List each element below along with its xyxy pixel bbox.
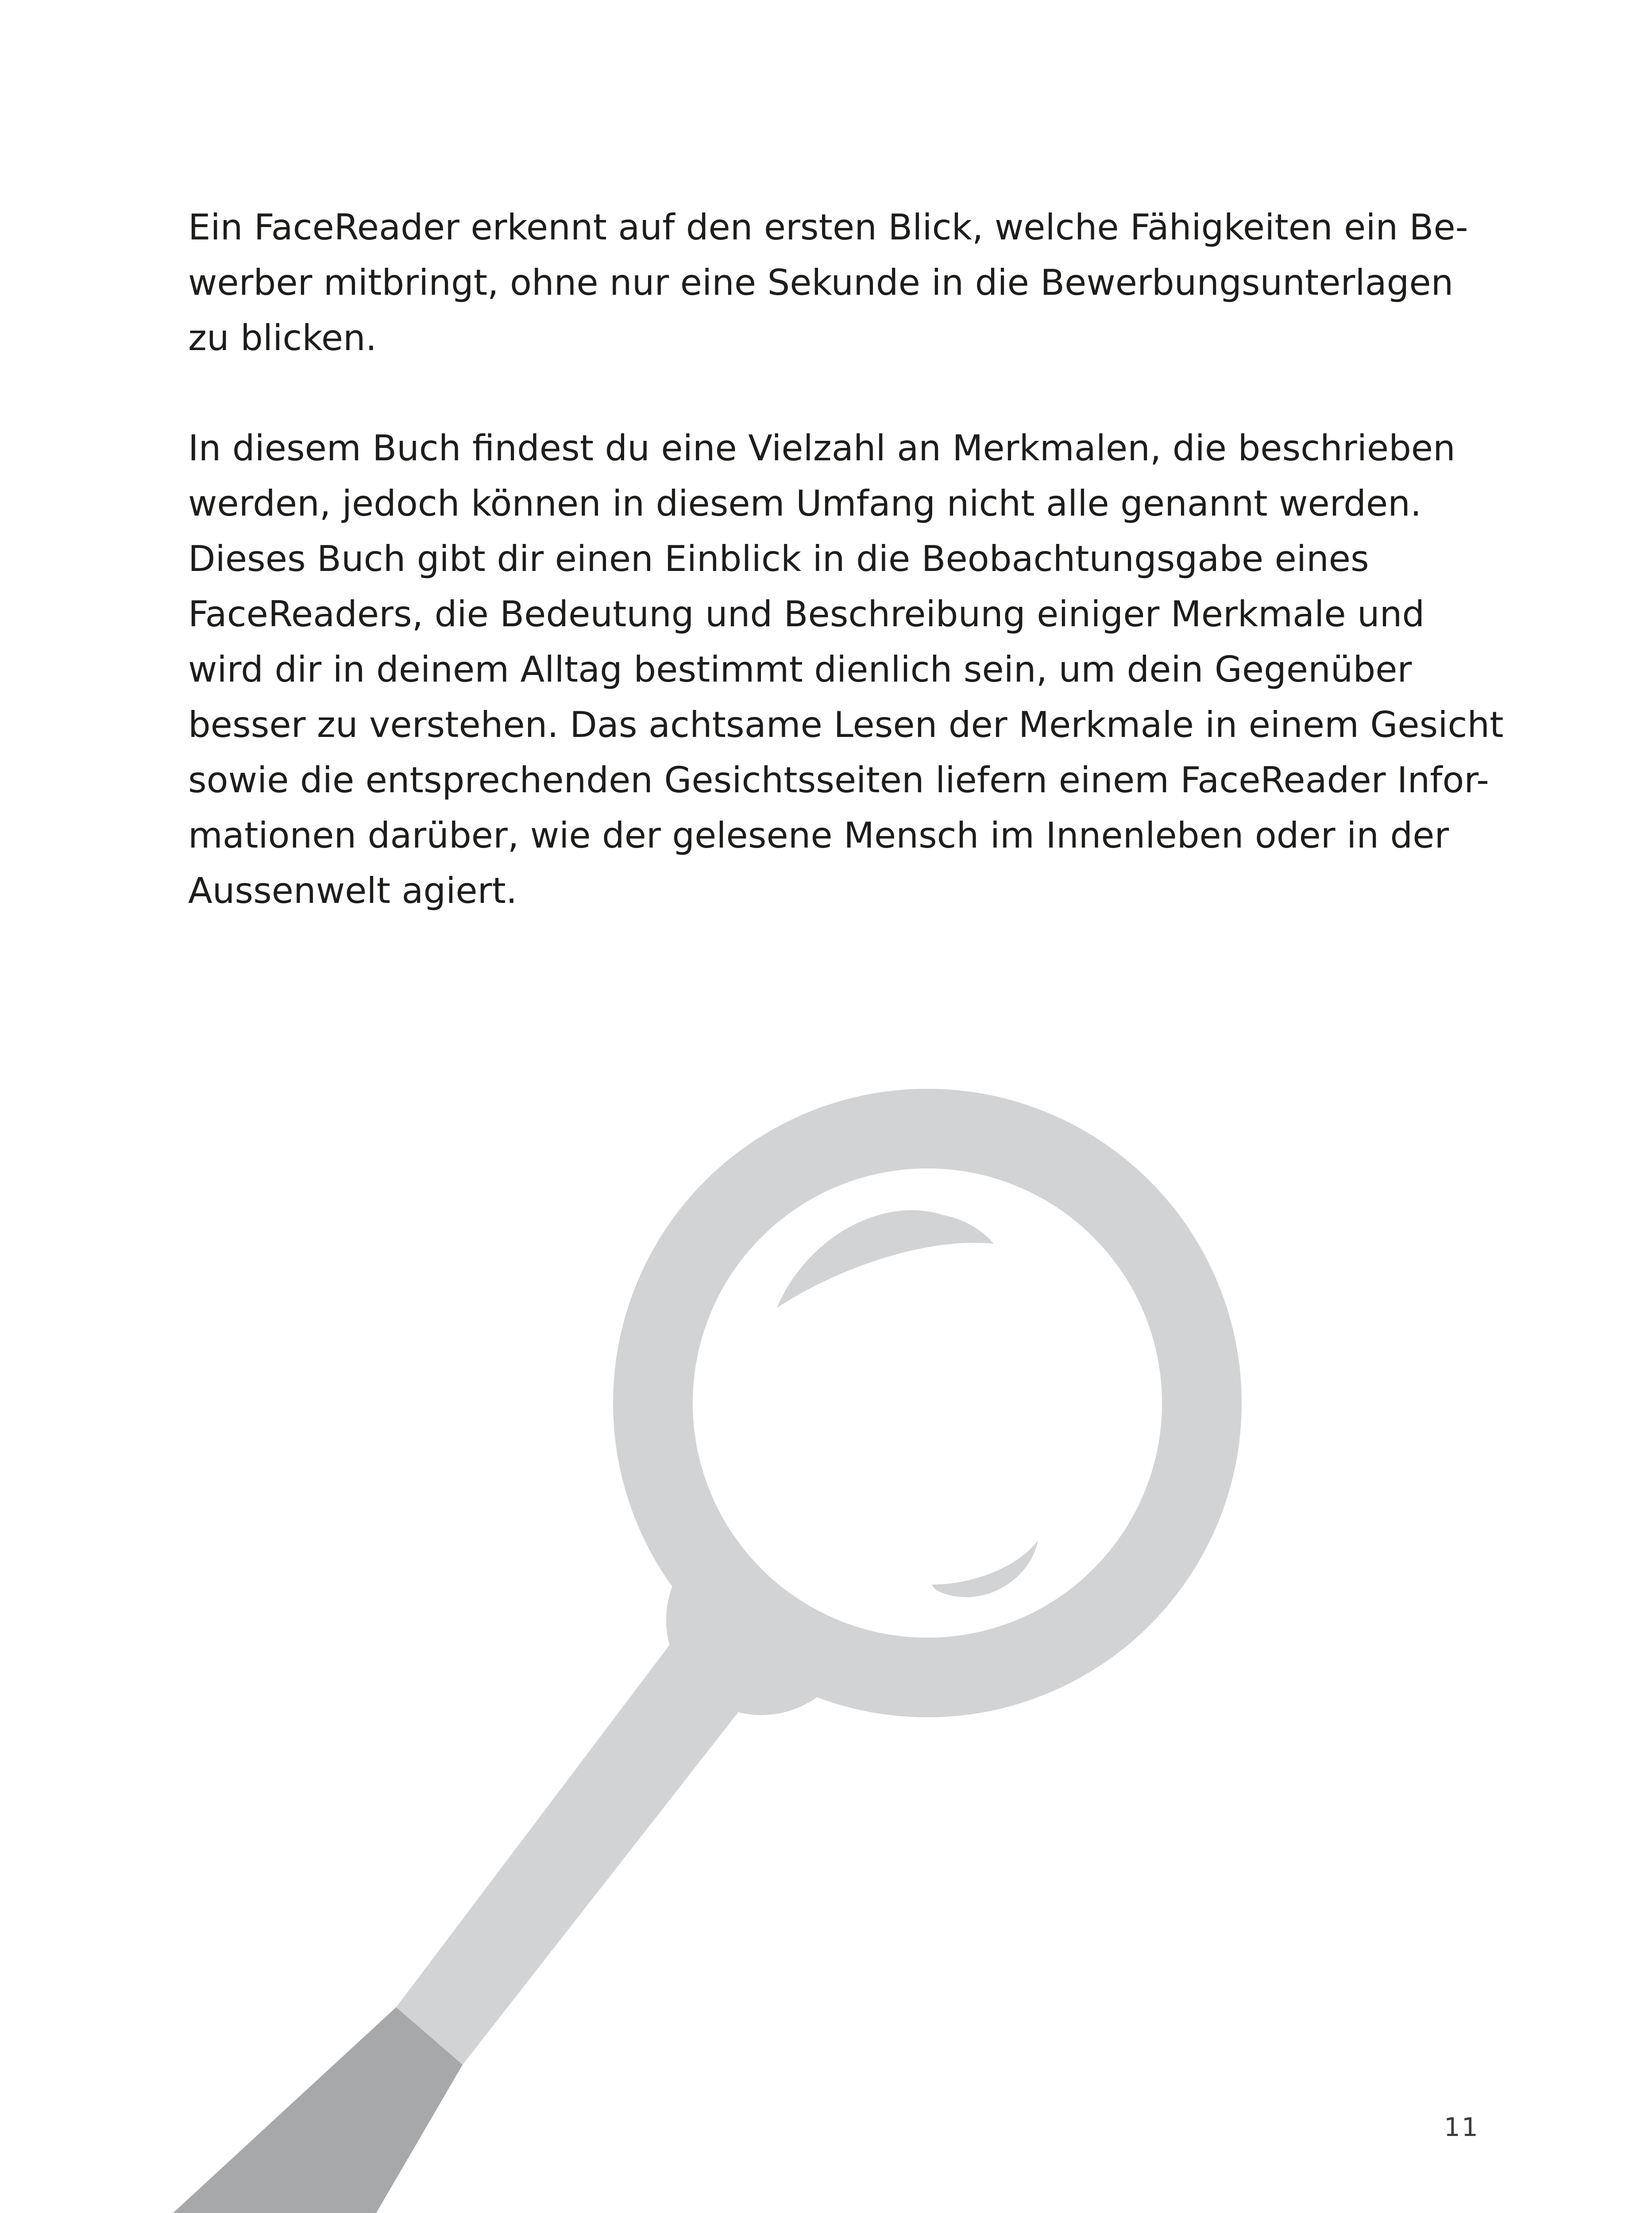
text-line: Dieses Buch gibt dir einen Einblick in die Beobachtungsgabe eines — [188, 538, 1369, 579]
magnifier-shaft — [396, 1638, 748, 2065]
text-line: FaceReaders, die Bedeutung und Beschreibung einiger Merkmale und — [188, 594, 1425, 635]
page-number: 11 — [1444, 2112, 1479, 2142]
text-line: zu blicken. — [188, 317, 377, 359]
magnifier-handle — [145, 2007, 463, 2213]
text-line: besser zu verstehen. Das achtsame Lesen der Merkmale in einem Gesicht — [188, 704, 1504, 745]
paragraph-body — [188, 420, 1504, 918]
text-line: wird dir in deinem Alltag bestimmt dienlich sein, um dein Gegenüber — [188, 649, 1412, 690]
text-line: Aussenwelt agiert. — [188, 870, 517, 911]
text-line: werden, jedoch können in diesem Umfang nicht alle genannt werden. — [188, 483, 1422, 524]
text-line: sowie die entsprechenden Gesichtsseiten liefern einem FaceReader Infor- — [188, 760, 1490, 801]
text-line: werber mitbringt, ohne nur eine Sekunde in die Bewerbungsunterlagen — [188, 262, 1454, 303]
text-line: In diesem Buch findest du eine Vielzahl an Merkmalen, die beschrieben — [188, 428, 1455, 469]
text-line: mationen darüber, wie der gelesene Mensch im Innenleben oder in der — [188, 815, 1449, 856]
text-line: Ein FaceReader erkennt auf den ersten Blick, welche Fähigkeiten ein Be- — [188, 207, 1468, 248]
paragraph-intro — [188, 200, 1472, 366]
